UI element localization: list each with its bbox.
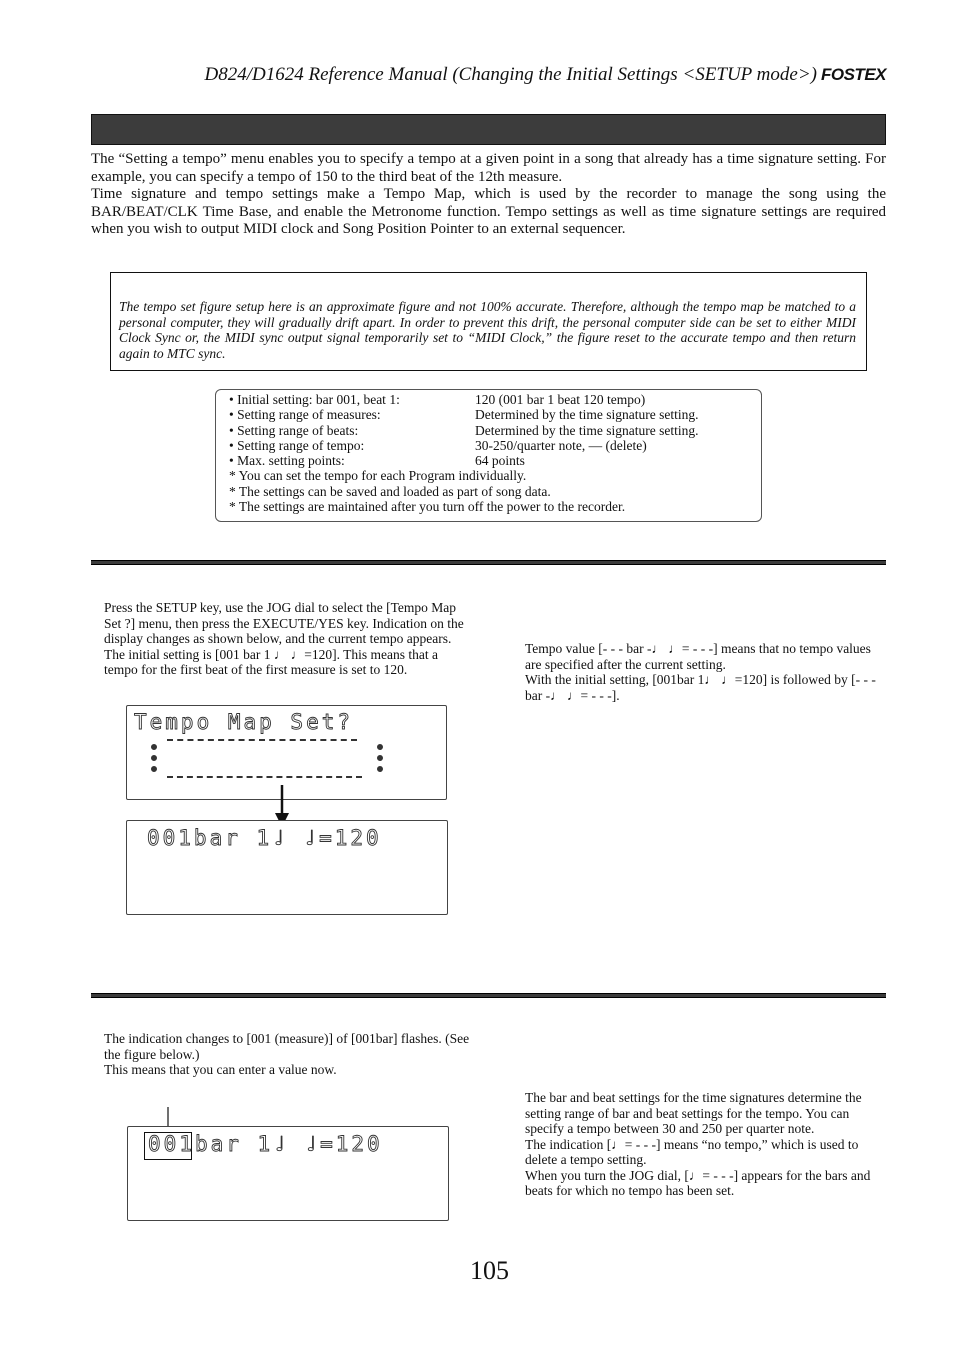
spec-row: • Initial setting: bar 001, beat 1: 120 (001 bar 1 beat 120 tempo) [229,392,646,407]
lcd-display-tempo [126,820,448,915]
intro-text [91,151,886,239]
cursor-box [144,1132,192,1160]
step-2-text: The indication changes to [001 (measure)] of [001bar] flashes. (See the figure below.) This means that you can enter a value now. [104,1031,470,1077]
lcd-tempo-text: 001bar 1♩ ♩=120 [147,826,382,850]
lcd-cursor-field: 001 [148,1132,195,1156]
spec-row: • Setting range of beats: Determined by the time signature setting. [229,422,699,438]
lcd-bracket-right [377,744,389,772]
spec-note: * The settings are maintained after you turn off the power to the recorder. [229,499,626,515]
step-1-rule [91,560,886,565]
step-1-side-text: Tempo value [- - - bar -♩ ♩= - - -] means that no tempo values are specified after the current setting. With the initial setting, [001bar 1♩ ♩=120] is followed by [- - - bar -♩ ♩= - - -]. [525,641,876,703]
page-number: 105 [470,1256,509,1285]
spec-row: • Setting range of measures: Determined by the time signature setting. [229,407,699,423]
step-2-side-text: The bar and beat settings for the time signatures determine the setting range of bar and beat settings for the tempo. You can specify a tempo between 30 and 250 per quarter note. The indication [♩= - - -] means “no tempo,” which is used to delete a tempo setting. When you turn the JOG dial, [♩= - - -] appears for the bars and beats for which no tempo has been set. [525,1090,871,1198]
spec-list [229,392,698,514]
spec-row: • Setting range of tempo: 30-250/quarter note, — (delete) [229,437,647,453]
intro-paragraph-2: Time signature and tempo settings make a Tempo Map, which is used by the recorder to manage the song using the BAR/BEAT/CLK Time Base, and enable the Metronome function. Tempo settings as well as time signature settings are required when you wish to output MIDI clock and Song Position Pointer to an external sequencer. [91,186,886,237]
step-1-text: Press the SETUP key, use the JOG dial to select the [Tempo Map Set ?] menu, then press the EXECUTE/YES key. Indication on the display changes as shown below, and the current tempo appears. The initial setting is [001 bar 1 ♩ ♩=120]. This means that a tempo for the first beat of the first measure is set to 120. [104,600,464,677]
spec-note: * You can set the tempo for each Program individually. [229,468,527,484]
lcd-dash-bottom [167,776,362,778]
section-title-bar [91,114,886,145]
spec-note: * The settings can be saved and loaded as part of song data. [229,483,551,499]
step-2-rule [91,993,886,998]
lcd-menu-text: Tempo Map Set? [134,710,354,734]
lcd-bracket-left [151,744,163,772]
brand-logo: FOSTEX [820,65,886,84]
lcd-edit-text: 001bar 1♩ ♩=120 [148,1132,383,1156]
intro-paragraph-1: The “Setting a tempo” menu enables you to specify a tempo at a given point in a song that already has a time signature setting. For example, you can specify a tempo of 150 to the third beat of the 12th measure. [91,151,886,185]
note-text: The tempo set figure setup here is an approximate figure and not 100% accurate. Therefore, although the tempo map be matched to a personal computer, they will gradually drift apart. In order to prevent this drift, the personal computer side can be set to either MIDI Clock Sync or, the MIDI sync output signal temporarily set to “MIDI Clock,” the figure reset to the accurate tempo and then return again to MTC sync. [119,299,856,361]
lcd-display-edit [127,1126,449,1221]
lcd-dash-top [167,739,357,741]
header-title: D824/D1624 Reference Manual (Changing the Initial Settings <SETUP mode>) [204,64,817,85]
page-header [150,64,886,86]
spec-row: • Max. setting points: 64 points [229,453,525,469]
